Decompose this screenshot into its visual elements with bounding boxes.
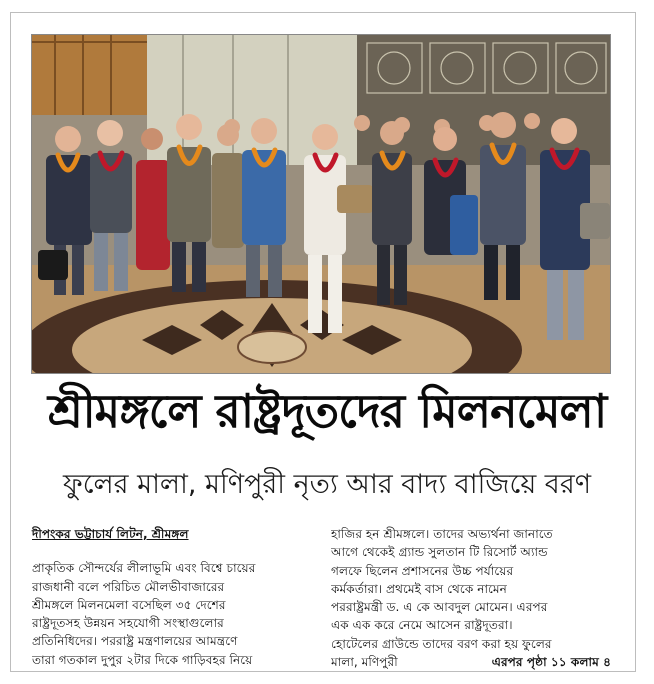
body-line: হোটেলের গ্রাউন্ডে তাদের বরণ করা হয় ফুলের bbox=[331, 636, 552, 651]
body-line: হাজির হন শ্রীমঙ্গলে। তাদের অভ্যর্থনা জানাতে bbox=[331, 527, 553, 541]
article-photo bbox=[31, 34, 611, 374]
body-line: প্রতিনিধিদের। পররাষ্ট্র মন্ত্রণালয়ের আমন্ত্রণে bbox=[32, 634, 238, 649]
article-column-left bbox=[32, 525, 310, 669]
body-line: শ্রীমঙ্গলে মিলনমেলা বসেছিল ৩৫ দেশের bbox=[32, 597, 226, 612]
headline: শ্রীমঙ্গলে রাষ্ট্রদূতদের মিলনমেলা bbox=[47, 384, 607, 438]
body-last-text: মালা, মণিপুরী bbox=[331, 655, 398, 670]
body-line: কর্মকর্তারা। প্রথমেই বাস থেকে নামেন bbox=[331, 581, 507, 596]
subheadline: ফুলের মালা, মণিপুরী নৃত্য আর বাদ্য বাজিয়ে বরণ bbox=[62, 469, 592, 500]
body-line: রাষ্ট্রদূতসহ উন্নয়ন সহযোগী সংস্থাগুলোর bbox=[32, 616, 224, 631]
byline: দীপংকর ভট্টাচার্য লিটন, শ্রীমঙ্গল bbox=[32, 527, 189, 541]
continuation-link: এরপর পৃষ্ঠা ১১ কলাম ৪ bbox=[491, 655, 611, 670]
body-line: আগে থেকেই গ্র্যান্ড সুলতান টি রিসোর্ট অ্যান্ড bbox=[331, 545, 548, 560]
body-line: তারা গতকাল দুপুর ২টার দিকে গাড়িবহর নিয়ে bbox=[32, 652, 253, 667]
body-line: পররাষ্ট্রমন্ত্রী ড. এ কে আবদুল মোমেন। এরপর bbox=[331, 600, 548, 615]
body-line: রাজধানী বলে পরিচিত মৌলভীবাজারের bbox=[32, 579, 225, 594]
body-line: গলফে ছিলেন প্রশাসনের উচ্চ পর্যায়ের bbox=[331, 563, 514, 578]
body-line: এক এক করে নেমে আসেন রাষ্ট্রদূতরা। bbox=[331, 618, 513, 633]
body-line-last bbox=[331, 653, 611, 671]
article-column-right bbox=[331, 525, 611, 671]
body-line: প্রাকৃতিক সৌন্দর্যের লীলাভূমি এবং বিশ্বে চায়ের bbox=[32, 561, 256, 576]
